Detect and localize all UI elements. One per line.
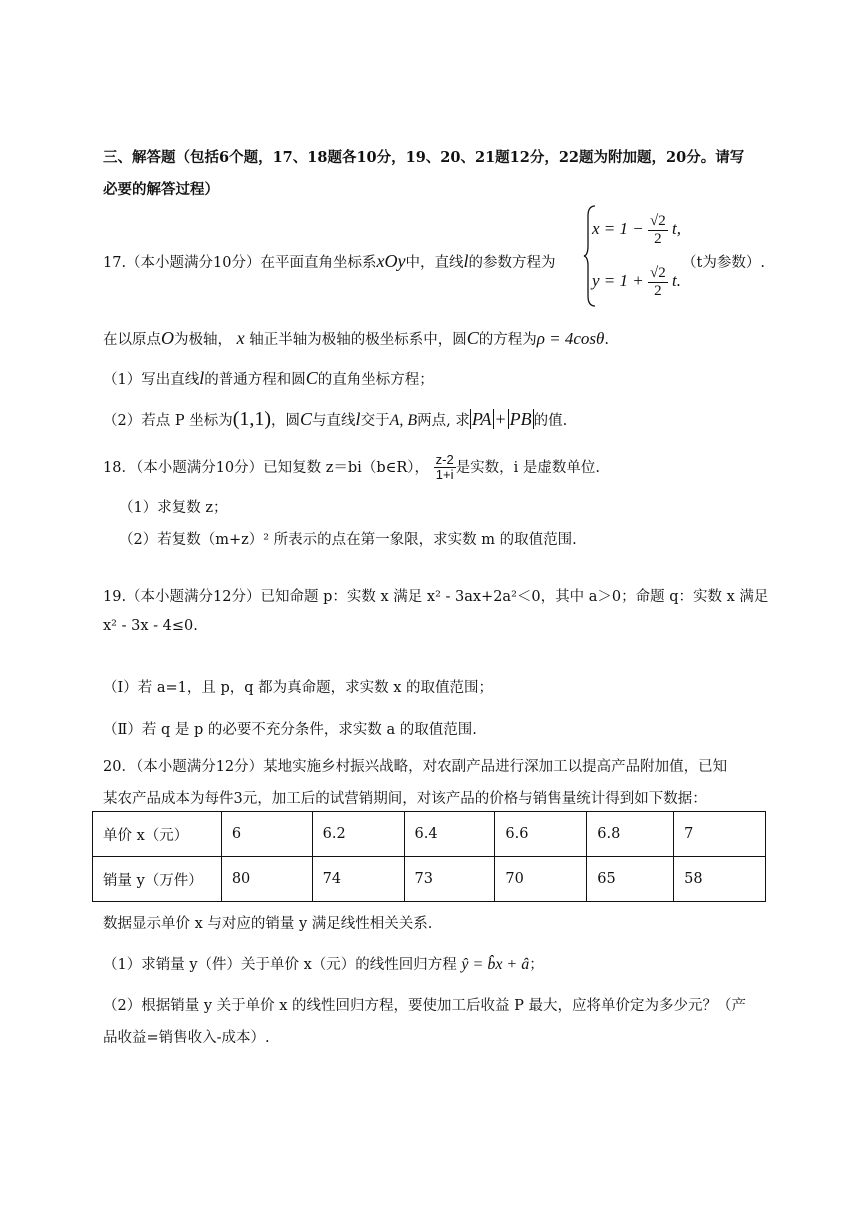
q17-origin: O [161,328,174,348]
q17-AB: A, B [389,412,418,429]
q18-intro-line [103,453,600,483]
q17-part1-a: （1）写出直线 [103,372,200,388]
q17-circle: C [466,328,479,348]
q17-after: 的参数方程为 [468,255,556,271]
q17-eq2-tail: t. [671,270,681,290]
q18-frac [434,453,456,483]
q19-line1: 19.（本小题满分12分）已知命题 p：实数 x 满足 x² - 3ax+2a²＜0，其中 a＞0；命题 q：实数 x 满足 [103,589,769,605]
q17-part2-a: （2）若点 P 坐标为 [103,413,233,429]
q19-part2: （Ⅱ）若 q 是 p 的必要不充分条件，求实数 a 的取值范围. [103,722,477,738]
q17-PA: PA [471,409,492,429]
q17-eq1-den: 2 [654,230,662,247]
q17-part2-circle: C [300,409,313,429]
table-header-cell: 销量 y（万件） [93,857,222,902]
q18-tail: 是实数，i 是虚数单位. [455,459,601,476]
q20-line1: 20．（本小题满分12分）某地实施乡村振兴战略，对农副产品进行深加工以提高产品附加值，已知 [103,759,728,775]
q17-eq1-lhs: x = 1 − [592,218,644,238]
q19-part1: （Ⅰ）若 a=1，且 p，q 都为真命题，求实数 x 的取值范围； [103,680,494,696]
q17-intro: 17.（本小题满分10分）在平面直角坐标系 [103,255,377,271]
q17-part2 [103,408,567,431]
q17-part1-b: 的普通方程和圆 [204,372,306,388]
q18-intro: 18．（本小题满分10分）已知复数 z＝bi（b∈R）， [103,459,430,476]
q17-line2-end: . [604,332,609,348]
q17-eq1-frac [648,213,668,247]
q20-part1-a: （1）求销量 y（件）关于单价 x（元）的线性回归方程 [103,957,457,973]
q17-part2-line: l [355,409,361,429]
q17-eq1-num: √2 [650,213,666,229]
q18-part2: （2）若复数（m+z）² 所表示的点在第一象限，求实数 m 的取值范围. [119,532,577,548]
table-cell: 6 [221,812,312,857]
table-cell: 6.8 [587,812,674,857]
q17-param-note: （t为参数）. [682,255,765,271]
q17-eq2-den: 2 [654,282,662,299]
table-cell: 6.2 [312,812,404,857]
q17-line2-a: 在以原点 [103,332,161,348]
q17-point: (1,1) [232,408,272,430]
q20-part1-end: ； [529,957,544,973]
table-cell: 80 [221,857,312,902]
q20-regression: ŷ = b̂x + â [461,956,530,973]
q17-x-var: x [236,328,245,348]
q17-part2-d: 交于 [360,413,390,429]
q17-line2-c: 轴正半轴为极轴的极坐标系中，圆 [249,332,467,348]
section-heading-line1: 三、解答题（包括6个题，17、18题各10分，19、20、21题12分，22题为附加题，20分。请写 [103,149,745,166]
q17-polar-eq: ρ = 4cosθ [536,329,605,348]
q17-line2 [103,328,609,349]
table-row [93,857,766,902]
q17-eq2-frac [648,265,668,299]
q20-part2-line2: 品收益=销售收入-成本）. [103,1030,270,1046]
q17-part2-e: 两点, 求 [417,413,470,429]
table-cell: 74 [312,857,404,902]
q17-part2-f: 的值. [533,413,568,429]
table-header-cell: 单价 x（元） [93,812,222,857]
q18-frac-den: 1+i [435,467,454,483]
q17-line2-d: 的方程为 [478,332,537,348]
q18-part1: （1）求复数 z； [119,500,228,516]
q17-plus: + [495,409,506,429]
q17-eq2-num: √2 [650,265,666,281]
table-row [93,812,766,857]
section-heading-line2: 必要的解答过程） [103,181,219,198]
q20-part1 [103,953,544,974]
table-cell: 58 [674,857,766,902]
q17-line-name: l [463,251,469,271]
q17-intro-line [103,251,556,272]
table-cell: 7 [674,812,766,857]
q17-PB: PB [509,409,532,429]
table-cell: 6.4 [404,812,495,857]
q17-part1 [103,368,434,389]
table-cell: 70 [495,857,587,902]
table-cell: 65 [587,857,674,902]
q17-eq1-tail: t, [671,218,681,238]
q17-part1-line: l [199,368,205,388]
q20-note: 数据显示单价 x 与对应的销量 y 满足线性相关关系. [103,916,433,932]
q17-eq1 [592,213,681,247]
q18-frac-num: z-2 [435,452,454,467]
q17-line2-b: 为极轴， [174,332,232,348]
q20-line2: 某农产品成本为每件3元，加工后的试营销期间，对该产品的价格与销售量统计得到如下数据： [103,791,707,807]
q17-part2-b: ，圆 [271,413,301,429]
price-sales-table [92,811,766,902]
table-cell: 6.6 [495,812,587,857]
q17-eq2-lhs: y = 1 + [592,270,644,290]
q17-part2-c: 与直线 [312,413,356,429]
q17-eq2 [592,265,681,299]
q17-part1-circle: C [305,368,318,388]
q19-line2: x² - 3x - 4≤0. [103,618,198,634]
table-cell: 73 [404,857,495,902]
q17-coord-system: xOy [376,251,406,271]
q17-part1-c: 的直角坐标方程； [317,372,434,388]
q20-part2-line1: （2）根据销量 y 关于单价 x 的线性回归方程，要使加工后收益 P 最大，应将单价定为多少元？（产 [103,998,747,1014]
q17-mid: 中，直线 [405,255,464,271]
